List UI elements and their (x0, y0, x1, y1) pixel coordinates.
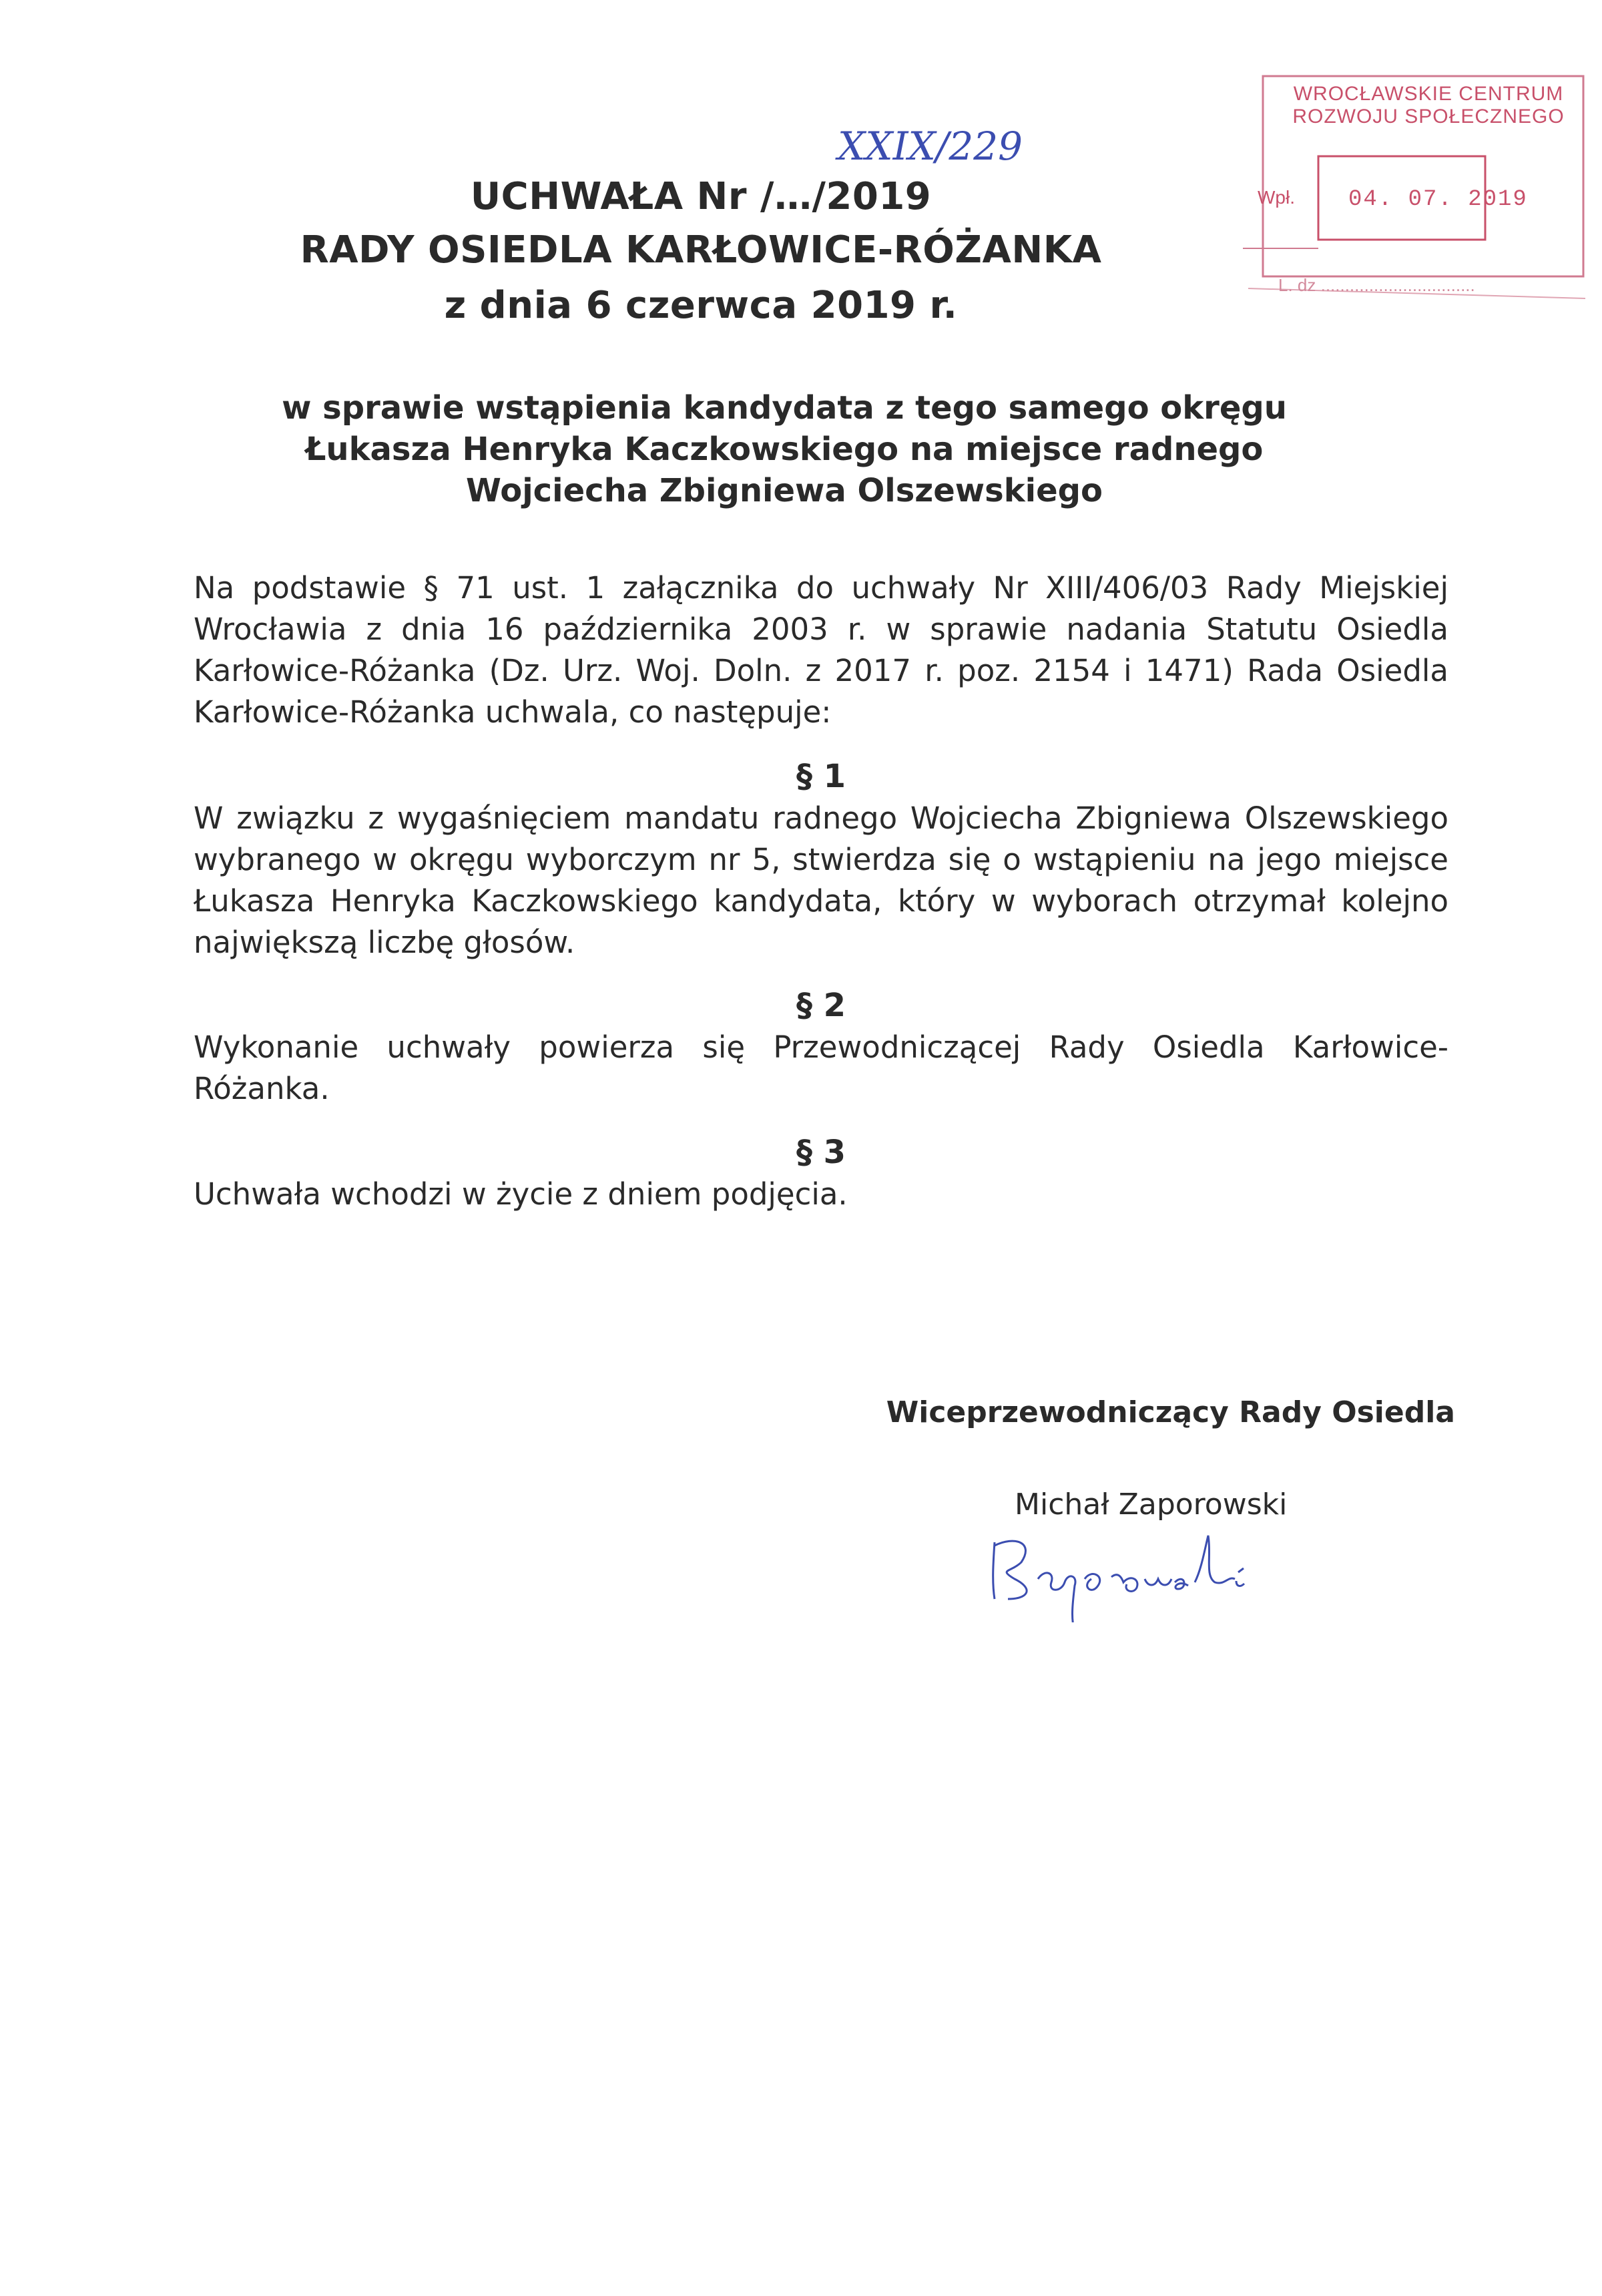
preamble-line: Karłowice-Różanka (Dz. Urz. Woj. Doln. z 2017 r. poz. 2154 i 1471) Rada Osiedla (194, 653, 1448, 688)
handwritten-signature (975, 1516, 1268, 1622)
stamp-line2: ROZWOJU SPOŁECZNEGO (1292, 105, 1565, 128)
section-2-mark: § 2 (796, 987, 846, 1024)
section-3-mark: § 3 (796, 1134, 846, 1171)
legal-basis-paragraph (194, 567, 1448, 733)
section-line: Uchwała wchodzi w życie z dniem podjęcia. (194, 1176, 848, 1212)
preamble-line: Na podstawie § 71 ust. 1 załącznika do uchwały Nr XIII/406/03 Rady Miejskiej (194, 570, 1448, 606)
signatory-name: Michał Zaporowski (1015, 1487, 1288, 1522)
subject-line: w sprawie wstąpienia kandydata z tego samego okręgu (282, 389, 1287, 427)
section-line: Wykonanie uchwały powierza się Przewodniczącej Rady Osiedla Karłowice- (194, 1029, 1448, 1065)
stamp-date: 04. 07. 2019 (1348, 187, 1528, 212)
section-line: Różanka. (194, 1071, 330, 1106)
section-1-text (194, 798, 1448, 963)
signatory-role: Wiceprzewodniczący Rady Osiedla (886, 1395, 1455, 1429)
stamp-line1: WROCŁAWSKIE CENTRUM (1293, 83, 1564, 105)
section-2-text (194, 1027, 1448, 1110)
subject-line: Łukasza Henryka Kaczkowskiego na miejsce radnego (305, 431, 1264, 468)
section-3-text (194, 1174, 1448, 1215)
resolution-title: UCHWAŁA Nr /…/2019 (470, 175, 932, 218)
section-line: wybranego w okręgu wyborczym nr 5, stwierdza się o wstąpieniu na jego miejsce (194, 842, 1448, 877)
handwritten-resolution-number: XXIX/229 (838, 124, 1023, 169)
resolution-subject (167, 387, 1402, 511)
section-line: W związku z wygaśnięciem mandatu radnego Wojciecha Zbigniewa Olszewskiego (194, 800, 1448, 836)
section-line: Łukasza Henryka Kaczkowskiego kandydata, który w wyborach otrzymał kolejno (194, 883, 1448, 919)
preamble-line: Karłowice-Różanka uchwala, co następuje: (194, 694, 832, 730)
section-1-mark: § 1 (796, 758, 846, 795)
stamp-ldz-label: L. dz ................................ (1278, 275, 1475, 295)
preamble-line: Wrocławia z dnia 16 października 2003 r. w sprawie nadania Statutu Osiedla (194, 612, 1448, 647)
council-name: RADY OSIEDLA KARŁOWICE-RÓŻANKA (300, 228, 1102, 272)
subject-line: Wojciecha Zbigniewa Olszewskiego (466, 472, 1103, 509)
registration-stamp (1242, 75, 1589, 325)
stamp-wpl-label: Wpł. (1258, 187, 1295, 208)
section-line: największą liczbę głosów. (194, 925, 575, 960)
stamp-institution (1288, 83, 1569, 128)
resolution-date: z dnia 6 czerwca 2019 r. (444, 284, 958, 327)
